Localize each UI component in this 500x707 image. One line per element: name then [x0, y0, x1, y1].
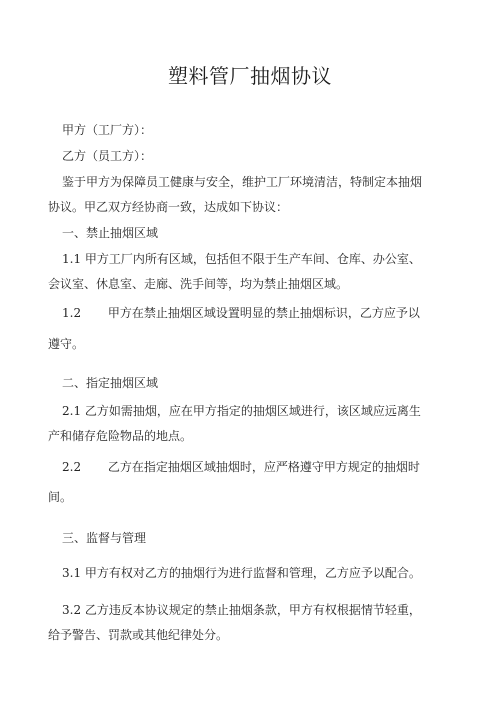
clause-number: 3.1 [62, 566, 82, 580]
clause-3-2-line-1 [62, 602, 442, 618]
clause-number: 3.2 [62, 603, 82, 617]
document-title: 塑料管厂抽烟协议 [168, 64, 332, 88]
clause-2-1-line-1 [62, 403, 442, 419]
clause-text: 乙方如需抽烟，应在甲方指定的抽烟区域进行，该区域应远离生 [84, 404, 421, 418]
clause-text: 乙方在指定抽烟区域抽烟时，应严格遵守甲方规定的抽烟时 [107, 460, 420, 474]
clause-number: 2.2 [62, 460, 82, 474]
section-heading-1: 一、禁止抽烟区域 [62, 226, 159, 240]
clause-2-2-line-1 [62, 459, 442, 475]
clause-2-1-line-2: 产和储存危险物品的地点。 [48, 429, 193, 443]
section-heading-3: 三、监督与管理 [62, 531, 147, 545]
clause-3-1-line-1 [62, 565, 442, 581]
clause-text: 乙方违反本协议规定的禁止抽烟条款，甲方有权根据情节轻重， [84, 603, 421, 617]
party-a-line: 甲方（工厂方）： [62, 123, 153, 137]
clause-2-2-line-2: 间。 [48, 490, 73, 504]
section-heading-2: 二、指定抽烟区域 [62, 376, 159, 390]
intro-paragraph-line-2: 协议。甲乙双方经协商一致，达成如下协议： [48, 200, 289, 214]
clause-number: 1.2 [62, 306, 82, 320]
clause-number: 1.1 [62, 252, 82, 266]
clause-text: 甲方工厂内所有区域，包括但不限于生产车间、仓库、办公室、 [84, 252, 421, 266]
clause-1-1-line-2: 会议室、休息室、走廊、洗手间等，均为禁止抽烟区域。 [48, 277, 349, 291]
clause-3-2-line-2: 给予警告、罚款或其他纪律处分。 [48, 628, 229, 642]
clause-1-2-line-2: 遵守。 [48, 337, 85, 351]
intro-paragraph-line-1: 鉴于甲方为保障员工健康与安全，维护工厂环境清洁，特制定本抽烟 [62, 175, 423, 189]
clause-1-2-line-1 [62, 305, 442, 321]
clause-1-1-line-1 [62, 251, 442, 267]
party-b-line: 乙方（员工方）： [62, 149, 153, 163]
clause-text: 甲方在禁止抽烟区域设置明显的禁止抽烟标识，乙方应予以 [107, 306, 420, 320]
clause-text: 甲方有权对乙方的抽烟行为进行监督和管理，乙方应予以配合。 [84, 566, 421, 580]
clause-number: 2.1 [62, 404, 82, 418]
